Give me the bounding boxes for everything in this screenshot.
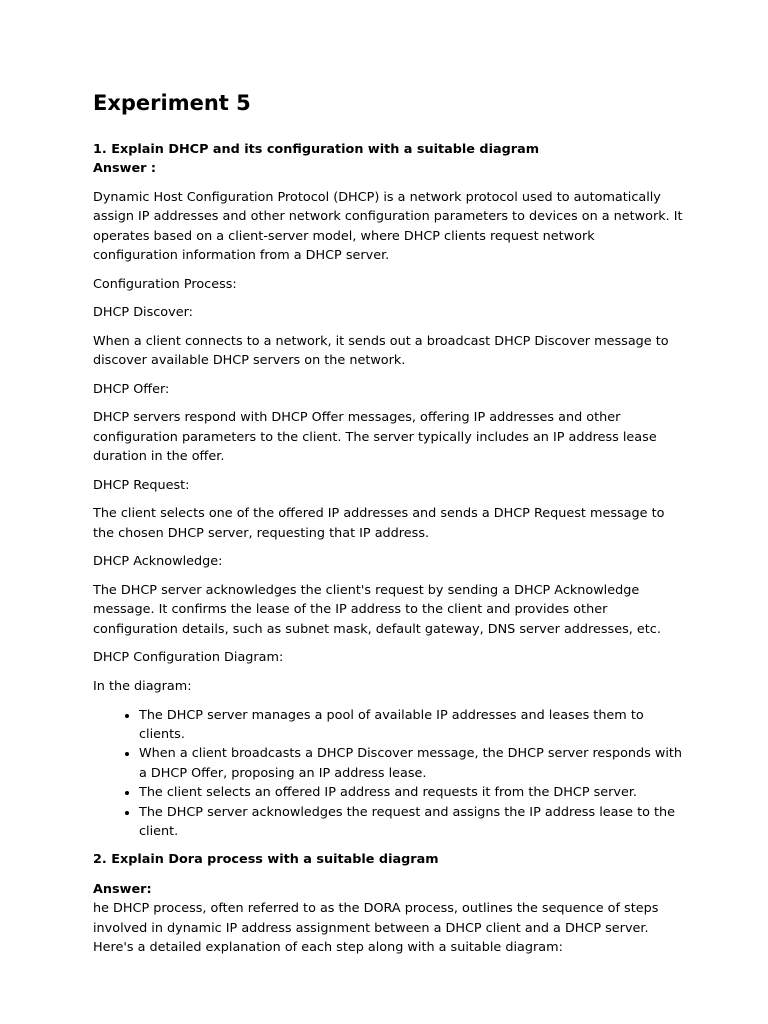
page-title: Experiment 5 [93,91,251,115]
question-2-answer-label: Answer: [93,881,152,897]
diagram-bullet-list [93,706,683,842]
dhcp-acknowledge-paragraph: The DHCP server acknowledges the client's request by sending a DHCP Acknowledge message. It confirms the lease of the IP address to the client and provides other configuration details, such as subnet mask, default gateway, DNS server addresses, etc. [93,583,661,637]
in-the-diagram-label: In the diagram: [93,679,192,694]
dhcp-discover-paragraph: When a client connects to a network, it sends out a broadcast DHCP Discover message to discover available DHCP servers on the network. [93,333,669,369]
dhcp-acknowledge-title: DHCP Acknowledge: [93,554,223,570]
list-item: • The DHCP server acknowledges the request and assigns the IP address lease to the client. [139,803,683,842]
dhcp-diagram-title: DHCP Configuration Diagram: [93,650,284,666]
list-item: • When a client broadcasts a DHCP Discover message, the DHCP server responds with a DHCP Offer, proposing an IP address lease. [139,744,683,783]
configuration-process-label: Configuration Process: [93,276,237,292]
list-item: • The DHCP server manages a pool of available IP addresses and leases them to clients. [139,706,683,745]
question-1-answer-label: Answer : [93,161,157,177]
dhcp-discover-title: DHCP Discover: [93,305,193,321]
question-1-heading: 1. Explain DHCP and its configuration with a suitable diagram [93,142,540,157]
dhcp-request-paragraph: The client selects one of the offered IP addresses and sends a DHCP Request message to the chosen DHCP server, requesting that IP address. [93,506,665,541]
dhcp-intro-paragraph: Dynamic Host Configuration Protocol (DHCP) is a network protocol used to automatically assign IP addresses and other network configuration parameters to devices on a network. It operates based on a client-server model, where DHCP clients request network configuration information from a DHCP server. [93,189,683,264]
dhcp-offer-title: DHCP Offer: [93,381,170,397]
document-page [93,88,683,967]
dhcp-request-title: DHCP Request: [93,477,190,493]
dhcp-offer-paragraph: DHCP servers respond with DHCP Offer messages, offering IP addresses and other configuration parameters to the client. The server typically includes an IP address lease duration in the offer. [93,410,657,465]
dora-intro-paragraph: he DHCP process, often referred to as the DORA process, outlines the sequence of steps involved in dynamic IP address assignment between a DHCP client and a DHCP server. Here's a detailed explanation of each step along with a suitable diagram: [93,901,659,956]
question-2-heading: 2. Explain Dora process with a suitable diagram [93,852,439,868]
list-item: • The client selects an offered IP address and requests it from the DHCP server. [139,783,683,802]
